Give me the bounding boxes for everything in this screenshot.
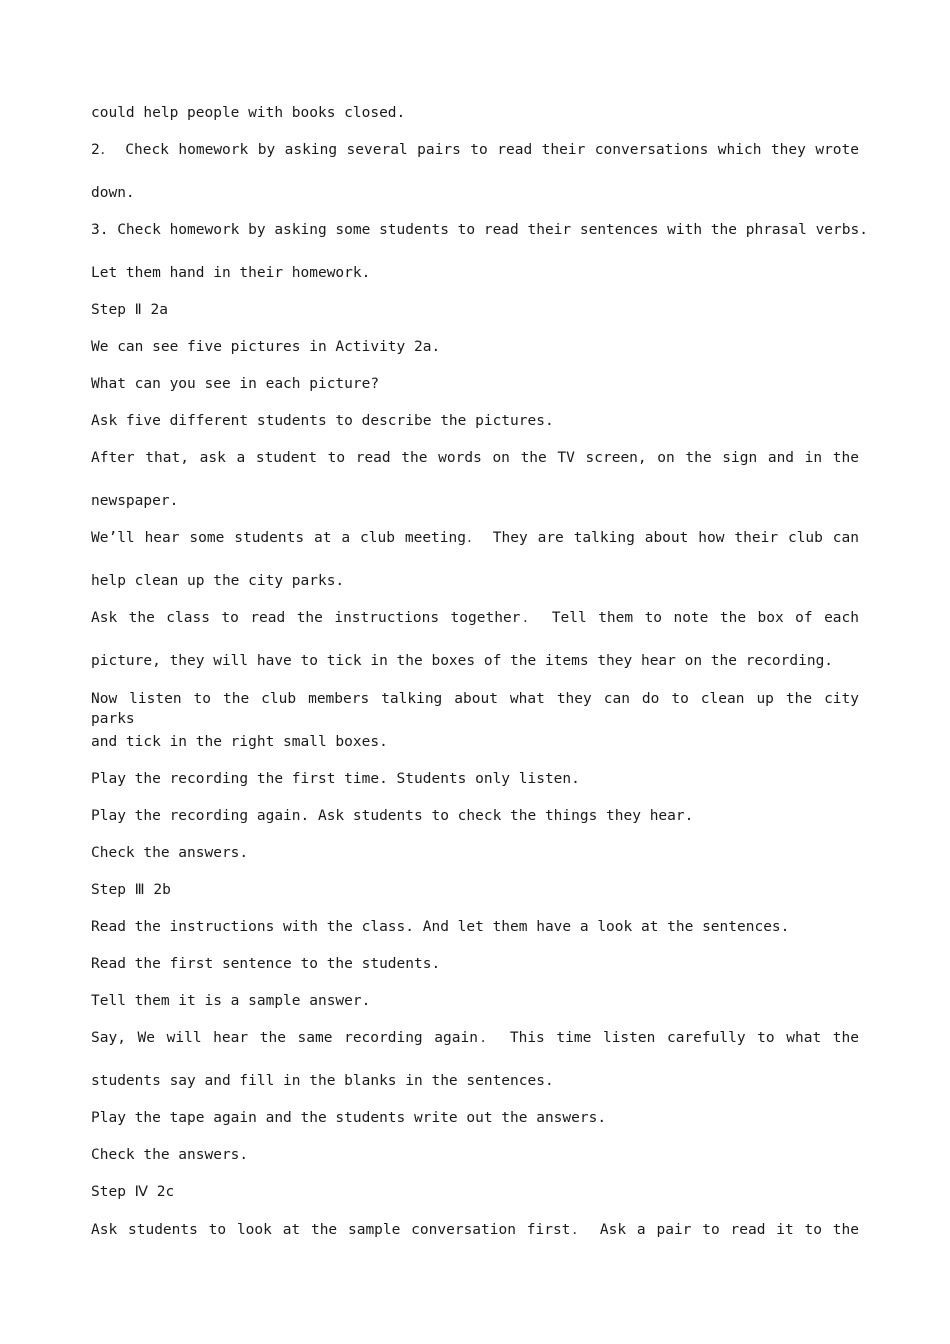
text-line-25: Say, We will hear the same recording again． This time listen carefully to what the (91, 1030, 859, 1046)
text-line-7: We can see five pictures in Activity 2a. (91, 339, 441, 355)
text-line-20: Check the answers. (91, 845, 249, 861)
text-line-9: Ask five different students to describe the pictures. (91, 413, 554, 429)
text-line-13: help clean up the city parks. (91, 573, 345, 589)
text-line-19: Play the recording again. Ask students to check the things they hear. (91, 808, 694, 824)
text-line-26: students say and fill in the blanks in the sentences. (91, 1073, 554, 1089)
text-line-1: could help people with books closed. (91, 105, 406, 121)
text-line-3: down. (91, 185, 135, 201)
text-line-24: Tell them it is a sample answer. (91, 993, 371, 1009)
text-line-11: newspaper. (91, 493, 179, 509)
text-line-15: picture, they will have to tick in the boxes of the items they hear on the recording. (91, 653, 834, 669)
text-line-17: and tick in the right small boxes. (91, 734, 388, 750)
text-line-14: Ask the class to read the instructions together． Tell them to note the box of each (91, 610, 859, 626)
text-line-23: Read the first sentence to the students. (91, 956, 441, 972)
step-heading-2b: Step Ⅲ 2b (91, 882, 171, 898)
text-line-18: Play the recording the first time. Students only listen. (91, 771, 580, 787)
text-line-2: 2． Check homework by asking several pairs to read their conversations which they wrote (91, 142, 859, 158)
step-heading-2c: Step Ⅳ 2c (91, 1184, 175, 1200)
text-line-12: We’ll hear some students at a club meeting． They are talking about how their club can (91, 530, 859, 546)
text-line-28: Check the answers. (91, 1147, 249, 1163)
text-line-5: Let them hand in their homework. (91, 265, 371, 281)
text-line-8: What can you see in each picture? (91, 376, 380, 392)
text-line-22: Read the instructions with the class. And let them have a look at the sentences. (91, 919, 790, 935)
text-line-4: 3. Check homework by asking some students to read their sentences with the phrasal verbs. (91, 222, 868, 238)
text-line-10: After that, ask a student to read the words on the TV screen, on the sign and in the (91, 450, 859, 466)
text-line-30: Ask students to look at the sample conversation first． Ask a pair to read it to the (91, 1222, 859, 1238)
step-heading-2a: Step Ⅱ 2a (91, 302, 168, 318)
text-line-16: Now listen to the club members talking about what they can do to clean up the city parks (91, 691, 859, 727)
text-line-27: Play the tape again and the students write out the answers. (91, 1110, 607, 1126)
